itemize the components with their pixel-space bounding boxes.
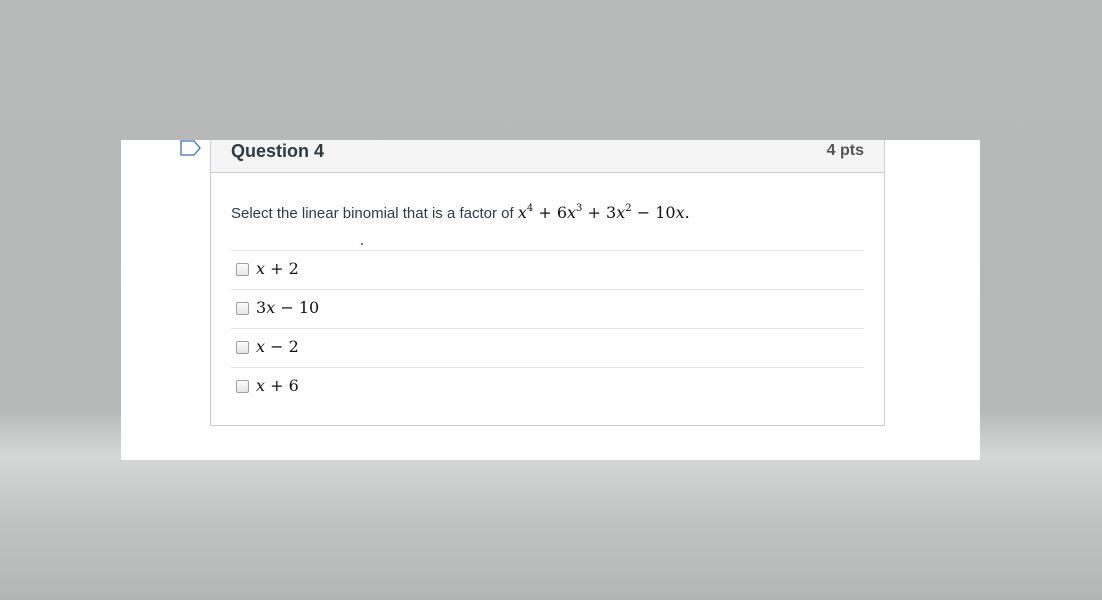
answer-label: x + 6 (256, 376, 299, 395)
stray-dot (361, 243, 363, 245)
answer-option[interactable] (231, 289, 864, 328)
answer-checkbox[interactable] (236, 380, 249, 393)
question-points: 4 pts (826, 142, 864, 159)
answer-label: x + 2 (256, 259, 299, 278)
answer-checkbox[interactable] (236, 302, 249, 315)
question-header (211, 140, 884, 173)
answer-checkbox[interactable] (236, 263, 249, 276)
question-prompt (231, 203, 690, 222)
answer-option[interactable] (231, 328, 864, 367)
polynomial-expression: $x^4 + 6x^3 + 3x^2 - 10x$. (517, 203, 690, 222)
question-title: Question 4 (231, 141, 325, 161)
answer-label: 3x − 10 (256, 298, 320, 317)
flag-question-icon[interactable] (180, 140, 202, 158)
answer-list (231, 250, 864, 406)
quiz-sheet (121, 140, 980, 460)
question-card (210, 140, 885, 426)
answer-label: x − 2 (256, 337, 299, 356)
answer-checkbox[interactable] (236, 341, 249, 354)
prompt-text: Select the linear binomial that is a factor of (231, 205, 514, 222)
answer-option[interactable] (231, 250, 864, 289)
answer-option[interactable] (231, 367, 864, 406)
